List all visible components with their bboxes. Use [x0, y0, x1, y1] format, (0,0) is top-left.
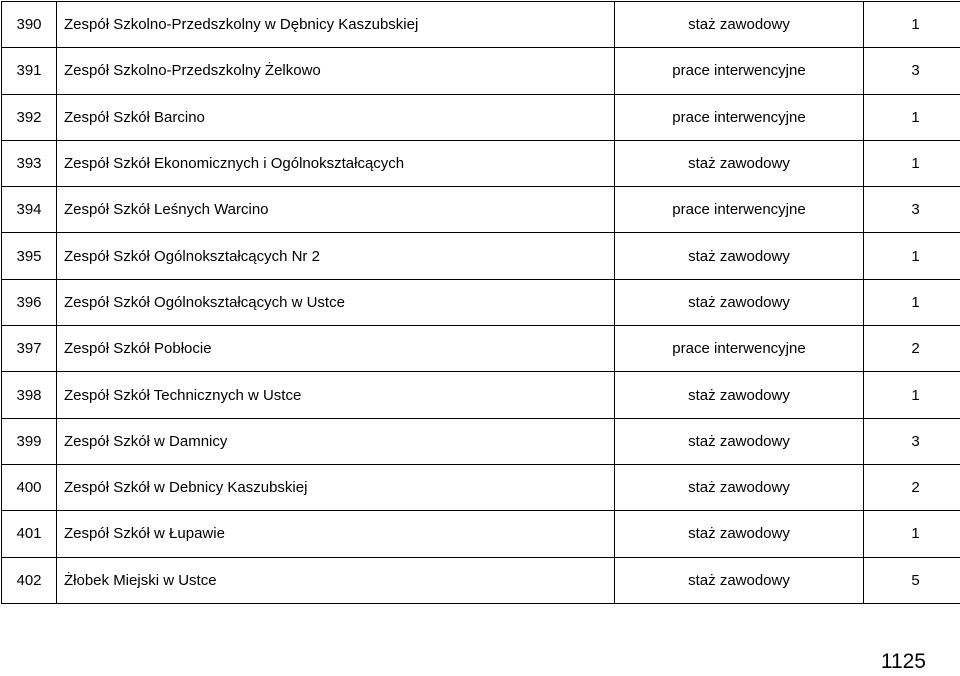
placement-type: prace interwencyjne: [615, 187, 864, 233]
row-number: 399: [2, 418, 57, 464]
row-number: 394: [2, 187, 57, 233]
table-row: [2, 511, 960, 557]
placement-count: 1: [864, 372, 960, 418]
placement-count: 1: [864, 279, 960, 325]
row-number: 392: [2, 94, 57, 140]
table-row: [2, 233, 960, 279]
placement-type: staż zawodowy: [615, 418, 864, 464]
employer-name: Zespół Szkół Barcino: [57, 94, 615, 140]
placement-type: prace interwencyjne: [615, 48, 864, 94]
table-row: [2, 464, 960, 510]
employers-table: [1, 1, 960, 604]
table-row: [2, 372, 960, 418]
employers-table-body: [2, 2, 960, 604]
employer-name: Zespół Szkolno-Przedszkolny Żelkowo: [57, 48, 615, 94]
placement-type: prace interwencyjne: [615, 326, 864, 372]
employer-name: Żłobek Miejski w Ustce: [57, 557, 615, 603]
table-row: [2, 94, 960, 140]
table-row: [2, 187, 960, 233]
table-row: [2, 279, 960, 325]
placement-type: prace interwencyjne: [615, 94, 864, 140]
employer-name: Zespół Szkół Pobłocie: [57, 326, 615, 372]
placement-count: 1: [864, 511, 960, 557]
placement-count: 1: [864, 233, 960, 279]
row-number: 397: [2, 326, 57, 372]
placement-type: staż zawodowy: [615, 140, 864, 186]
employer-name: Zespół Szkół w Debnicy Kaszubskiej: [57, 464, 615, 510]
employer-name: Zespół Szkół Leśnych Warcino: [57, 187, 615, 233]
row-number: 396: [2, 279, 57, 325]
row-number: 391: [2, 48, 57, 94]
row-number: 398: [2, 372, 57, 418]
placement-type: staż zawodowy: [615, 511, 864, 557]
employer-name: Zespół Szkolno-Przedszkolny w Dębnicy Kaszubskiej: [57, 2, 615, 48]
placement-type: staż zawodowy: [615, 2, 864, 48]
table-row: [2, 557, 960, 603]
placement-type: staż zawodowy: [615, 279, 864, 325]
placement-count: 5: [864, 557, 960, 603]
employer-name: Zespół Szkół Ogólnokształcących w Ustce: [57, 279, 615, 325]
placement-type: staż zawodowy: [615, 464, 864, 510]
placement-count: 1: [864, 140, 960, 186]
table-row: [2, 140, 960, 186]
placement-count: 3: [864, 187, 960, 233]
placement-count: 3: [864, 48, 960, 94]
employer-name: Zespół Szkół w Łupawie: [57, 511, 615, 557]
employer-name: Zespół Szkół w Damnicy: [57, 418, 615, 464]
placement-count: 2: [864, 464, 960, 510]
row-number: 395: [2, 233, 57, 279]
row-number: 400: [2, 464, 57, 510]
table-row: [2, 48, 960, 94]
row-number: 390: [2, 2, 57, 48]
employer-name: Zespół Szkół Ekonomicznych i Ogólnokształcących: [57, 140, 615, 186]
placement-type: staż zawodowy: [615, 233, 864, 279]
placement-count: 2: [864, 326, 960, 372]
row-number: 402: [2, 557, 57, 603]
placement-count: 1: [864, 94, 960, 140]
employer-name: Zespół Szkół Ogólnokształcących Nr 2: [57, 233, 615, 279]
table-row: [2, 418, 960, 464]
row-number: 393: [2, 140, 57, 186]
placement-count: 1: [864, 2, 960, 48]
grand-total: 1125: [881, 648, 926, 676]
employer-name: Zespół Szkół Technicznych w Ustce: [57, 372, 615, 418]
placement-type: staż zawodowy: [615, 557, 864, 603]
row-number: 401: [2, 511, 57, 557]
table-row: [2, 326, 960, 372]
placement-type: staż zawodowy: [615, 372, 864, 418]
table-row: [2, 2, 960, 48]
placement-count: 3: [864, 418, 960, 464]
